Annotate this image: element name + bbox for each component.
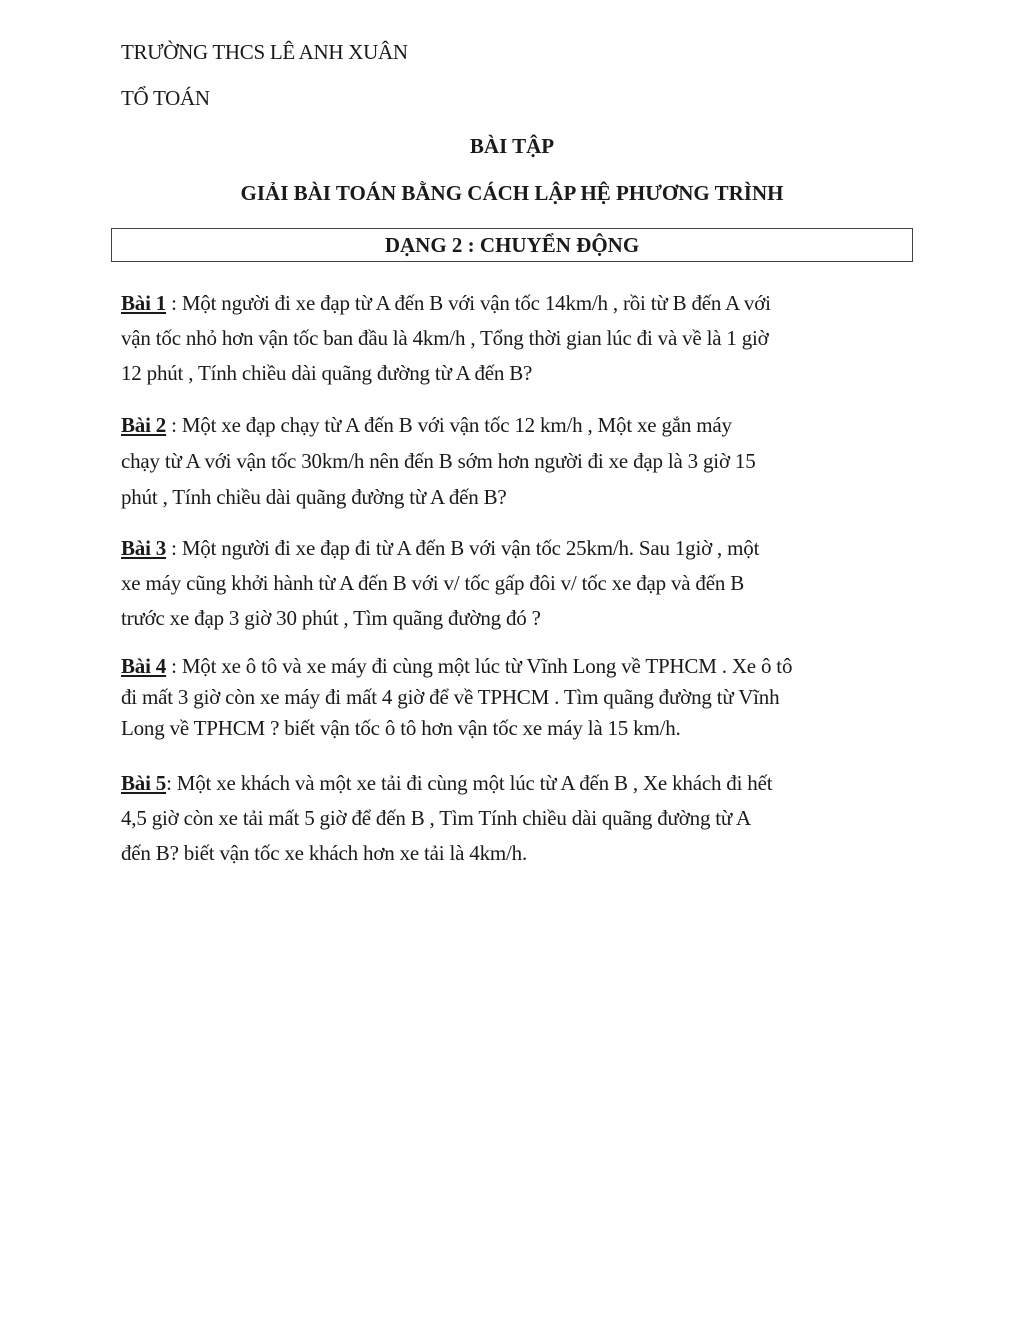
exercise-line: 12 phút , Tính chiều dài quãng đường từ A đến B?	[121, 361, 533, 385]
exercise-line: phút , Tính chiều dài quãng đường từ A đến B?	[121, 485, 507, 509]
exercise-text: : Một xe ô tô và xe máy đi cùng một lúc từ Vĩnh Long về TPHCM . Xe ô tô	[166, 654, 793, 678]
exercise-line: vận tốc nhỏ hơn vận tốc ban đầu là 4km/h , Tổng thời gian lúc đi và về là 1 giờ	[121, 326, 769, 350]
exercise-line: trước xe đạp 3 giờ 30 phút , Tìm quãng đường đó ?	[121, 606, 541, 630]
exercise-line: xe máy cũng khởi hành từ A đến B với v/ tốc gấp đôi v/ tốc xe đạp và đến B	[121, 571, 745, 595]
page-subtitle: GIẢI BÀI TOÁN BẰNG CÁCH LẬP HỆ PHƯƠNG TRÌNH	[240, 181, 784, 205]
exercise-line: 4,5 giờ còn xe tải mất 5 giờ để đến B , Tìm Tính chiều dài quãng đường từ A	[121, 806, 751, 830]
section-type-box: DẠNG 2 : CHUYỂN ĐỘNG	[111, 228, 913, 262]
exercise-text: : Một xe đạp chạy từ A đến B với vận tốc 12 km/h , Một xe gắn máy	[166, 413, 732, 437]
exercise-label: Bài 3	[121, 536, 167, 560]
exercise-line: đi mất 3 giờ còn xe máy đi mất 4 giờ để về TPHCM . Tìm quãng đường từ Vĩnh	[121, 685, 780, 709]
exercise-line	[121, 531, 911, 566]
exercise-line	[121, 651, 911, 682]
exercise-line: chạy từ A với vận tốc 30km/h nên đến B sớm hơn người đi xe đạp là 3 giờ 15	[121, 449, 756, 473]
exercise-1	[121, 286, 911, 391]
exercise-label: Bài 1	[121, 291, 167, 315]
exercise-label: Bài 4	[121, 654, 167, 678]
exercise-label: Bài 5	[121, 771, 167, 795]
exercise-line: đến B? biết vận tốc xe khách hơn xe tải là 4km/h.	[121, 841, 528, 865]
exercise-4	[121, 651, 911, 744]
exercise-line	[121, 407, 911, 443]
exercise-label: Bài 2	[121, 413, 167, 437]
exercise-line	[121, 286, 911, 321]
exercise-3	[121, 531, 911, 636]
exercise-text: : Một người đi xe đạp từ A đến B với vận tốc 14km/h , rồi từ B đến A với	[166, 291, 771, 315]
page-title: BÀI TẬP	[469, 134, 555, 158]
exercise-line: Long về TPHCM ? biết vận tốc ô tô hơn vận tốc xe máy là 15 km/h.	[121, 716, 681, 740]
school-name: TRƯỜNG THCS LÊ ANH XUÂN	[121, 40, 408, 64]
department-name: TỔ TOÁN	[121, 86, 210, 110]
exercise-2	[121, 407, 911, 515]
exercise-5	[121, 766, 911, 871]
exercise-text: : Một người đi xe đạp đi từ A đến B với vận tốc 25km/h. Sau 1giờ , một	[166, 536, 760, 560]
exercise-text: : Một xe khách và một xe tải đi cùng một lúc từ A đến B , Xe khách đi hết	[166, 771, 773, 795]
exercise-line	[121, 766, 911, 801]
